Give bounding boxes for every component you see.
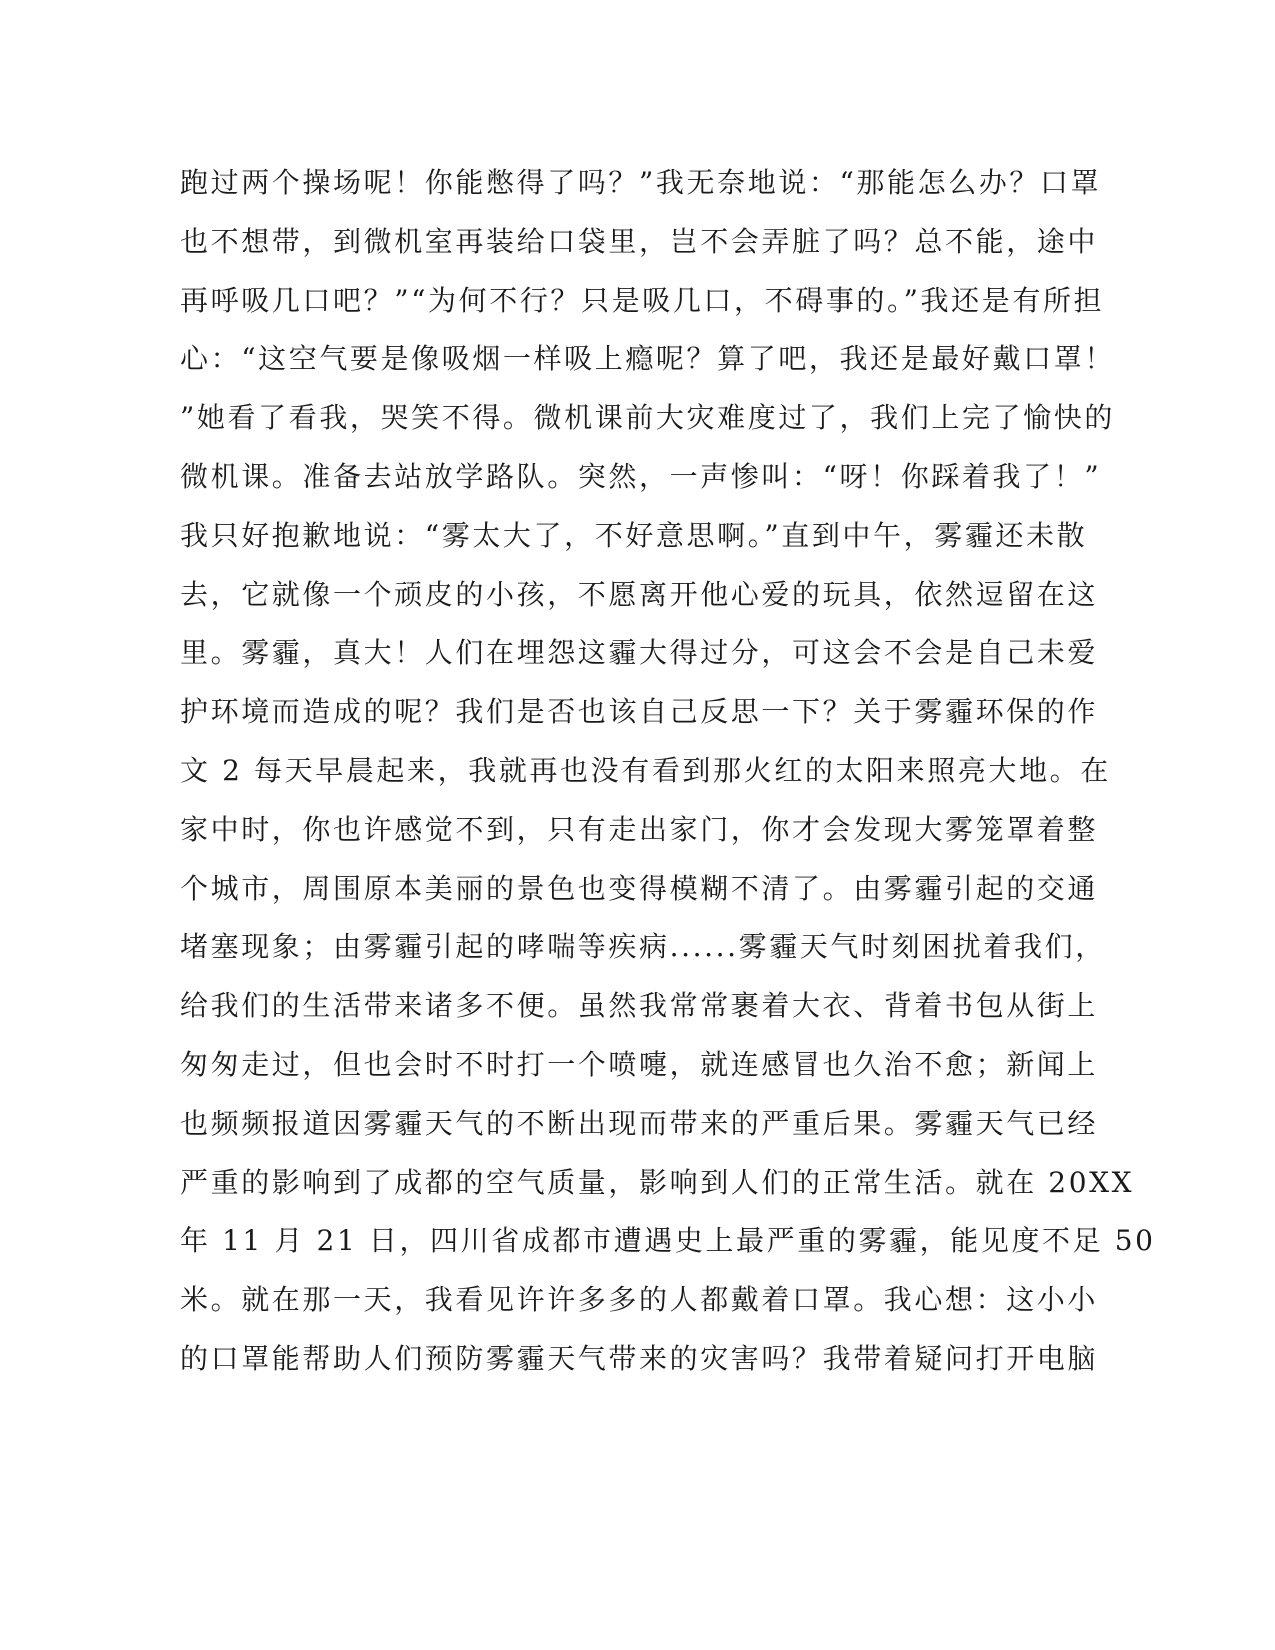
text-line: 再呼吸几口吧？”“为何不行？只是吸几口，不碍事的。”我还是有所担 — [180, 283, 1105, 317]
text-line: ”她看了看我，哭笑不得。微机课前大灾难度过了，我们上完了愉快的 — [180, 401, 1115, 435]
text-line: 去，它就像一个顽皮的小孩，不愿离开他心爱的玩具，依然逗留在这 — [180, 577, 1099, 611]
text-line: 微机课。准备去站放学路队。突然，一声惨叫：“呀！你踩着我了！” — [180, 459, 1102, 493]
text-line: 堵塞现象；由雾霾引起的哮喘等疾病......雾霾天气时刻困扰着我们， — [180, 930, 1106, 964]
text-line: 匆匆走过，但也会时不时打一个喷嚏，就连感冒也久治不愈；新闻上 — [180, 1047, 1099, 1081]
text-line: 文 2 每天早晨起来，我就再也没有看到那火红的太阳来照亮大地。在 — [180, 753, 1111, 787]
text-line: 米。就在那一天，我看见许许多多的人都戴着口罩。我心想：这小小 — [180, 1283, 1099, 1317]
text-line: 给我们的生活带来诸多不便。虽然我常常裹着大衣、背着书包从街上 — [180, 989, 1099, 1023]
text-line: 护环境而造成的呢？我们是否也该自己反思一下？关于雾霾环保的作 — [180, 695, 1099, 729]
text-line: 严重的影响到了成都的空气质量，影响到人们的正常生活。就在 20XX — [180, 1165, 1135, 1199]
text-line: 的口罩能帮助人们预防雾霾天气带来的灾害吗？我带着疑问打开电脑 — [180, 1341, 1099, 1375]
text-line: 也不想带，到微机室再装给口袋里，岂不会弄脏了吗？总不能，途中 — [180, 224, 1099, 258]
text-line: 家中时，你也许感觉不到，只有走出家门，你才会发现大雾笼罩着整 — [180, 812, 1099, 846]
body-text — [180, 154, 1156, 1389]
text-line: 也频频报道因雾霾天气的不断出现而带来的严重后果。雾霾天气已经 — [180, 1106, 1099, 1140]
text-line: 里。雾霾，真大！人们在埋怨这霾大得过分，可这会不会是自己未爱 — [180, 636, 1099, 670]
text-line: 心：“这空气要是像吸烟一样吸上瘾呢？算了吧，我还是最好戴口罩！ — [180, 342, 1115, 376]
text-line: 我只好抱歉地说：“雾太大了，不好意思啊。”直到中午，雾霾还未散 — [180, 518, 1088, 552]
text-line: 个城市，周围原本美丽的景色也变得模糊不清了。由雾霾引起的交通 — [180, 871, 1099, 905]
text-line: 跑过两个操场呢！你能憋得了吗？”我无奈地说：“那能怎么办？口罩 — [180, 166, 1102, 199]
text-line: 年 11 月 21 日，四川省成都市遭遇史上最严重的雾霾，能见度不足 50 — [180, 1224, 1156, 1258]
